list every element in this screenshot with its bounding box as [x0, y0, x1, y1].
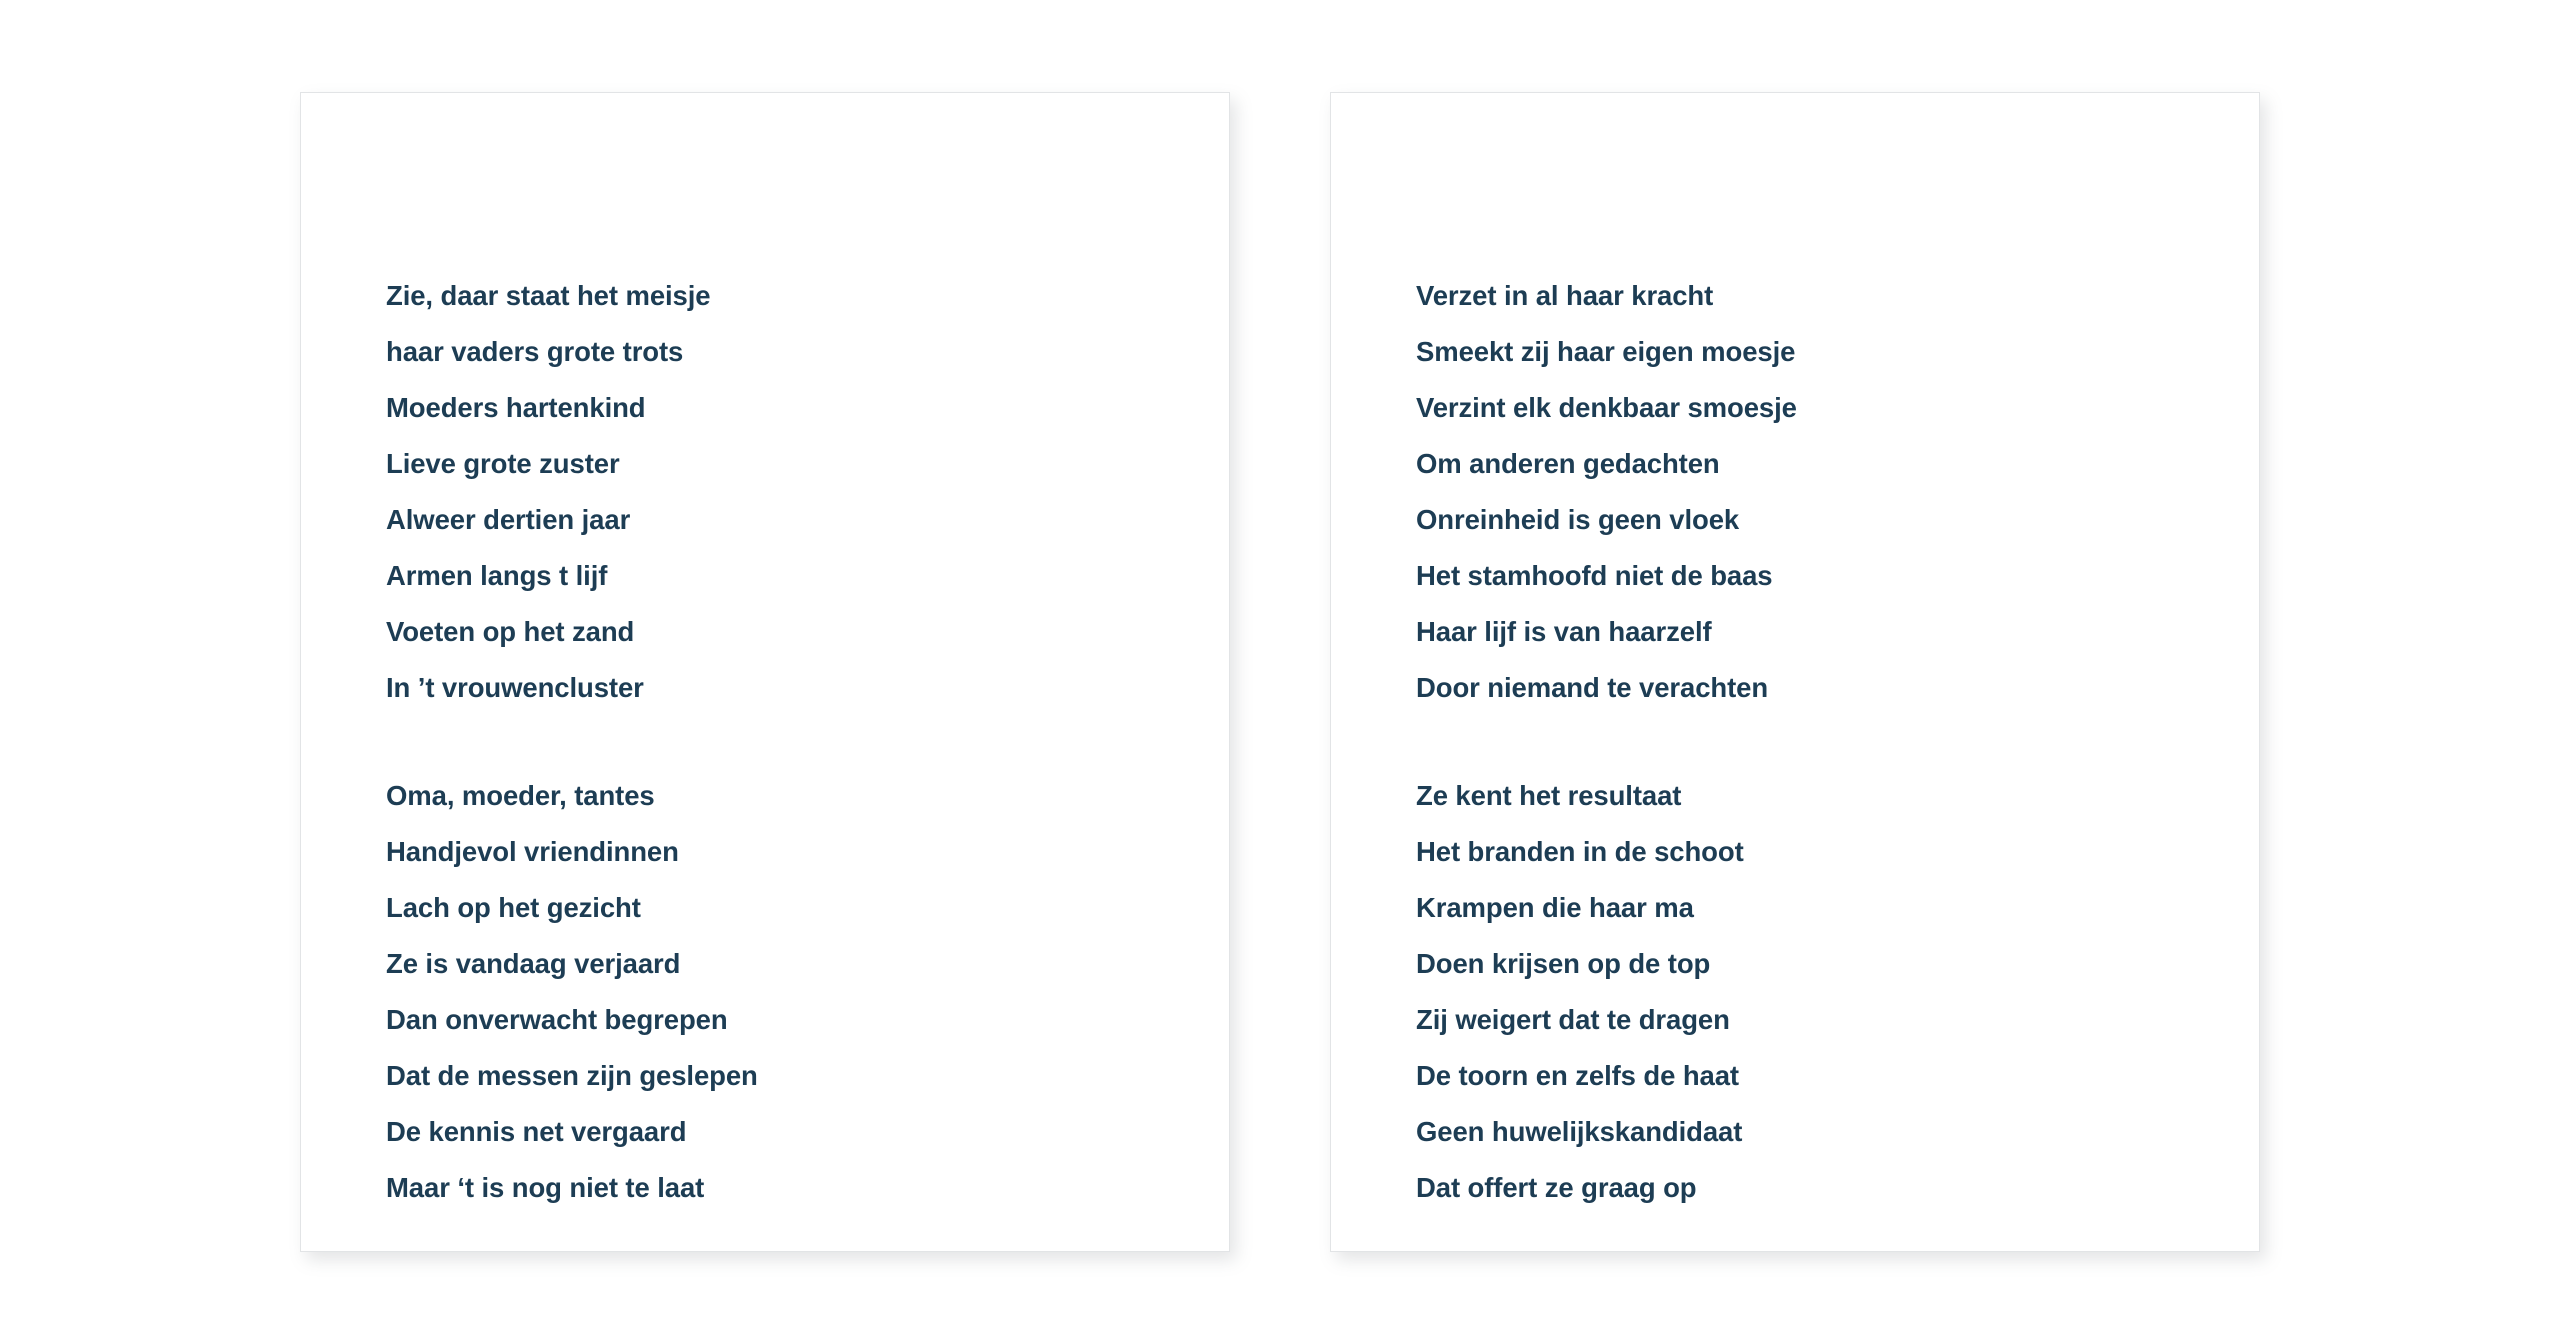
- poem-line: Dan onverwacht begrepen: [386, 1004, 728, 1035]
- stanza: [1416, 768, 2259, 1216]
- poem-line: Armen langs t lijf: [386, 560, 608, 591]
- stanza: [1416, 268, 2259, 716]
- page-content-left: [301, 93, 1229, 1216]
- poem-line: Zij weigert dat te dragen: [1416, 1004, 1730, 1035]
- poem-line: Verzet in al haar kracht: [1416, 280, 1714, 311]
- poem-line: Door niemand te verachten: [1416, 672, 1769, 703]
- poem-line: Lach op het gezicht: [386, 892, 641, 923]
- poem-line: Krampen die haar ma: [1416, 892, 1694, 923]
- poem-line: Doen krijsen op de top: [1416, 948, 1711, 979]
- page-content-right: [1331, 93, 2259, 1216]
- document-page-right: [1330, 92, 2260, 1252]
- poem-line: Geen huwelijkskandidaat: [1416, 1116, 1743, 1147]
- document-page-left: [300, 92, 1230, 1252]
- poem-line: Ze kent het resultaat: [1416, 780, 1682, 811]
- poem-line: Onreinheid is geen vloek: [1416, 504, 1740, 535]
- poem-line: Ze is vandaag verjaard: [386, 948, 681, 979]
- poem-line: Haar lijf is van haarzelf: [1416, 616, 1712, 647]
- poem-line: Dat de messen zijn geslepen: [386, 1060, 758, 1091]
- poem-line: In ’t vrouwencluster: [386, 672, 644, 703]
- poem-line: Om anderen gedachten: [1416, 448, 1720, 479]
- poem-line: Het branden in de schoot: [1416, 836, 1744, 867]
- poem-line: Lieve grote zuster: [386, 448, 620, 479]
- poem-line: Maar ‘t is nog niet te laat: [386, 1172, 705, 1203]
- poem-line: Het stamhoofd niet de baas: [1416, 560, 1773, 591]
- poem-line: Moeders hartenkind: [386, 392, 646, 423]
- stanza: [386, 768, 1229, 1216]
- poem-line: Zie, daar staat het meisje: [386, 280, 711, 311]
- poem-line: Verzint elk denkbaar smoesje: [1416, 392, 1797, 423]
- poem-line: De toorn en zelfs de haat: [1416, 1060, 1739, 1091]
- stanza: [386, 268, 1229, 716]
- poem-line: Alweer dertien jaar: [386, 504, 631, 535]
- poem-line: Handjevol vriendinnen: [386, 836, 679, 867]
- poem-line: De kennis net vergaard: [386, 1116, 687, 1147]
- poem-line: Smeekt zij haar eigen moesje: [1416, 336, 1796, 367]
- poem-line: Voeten op het zand: [386, 616, 635, 647]
- poem-line: Oma, moeder, tantes: [386, 780, 655, 811]
- poem-line: haar vaders grote trots: [386, 336, 684, 367]
- poem-line: Dat offert ze graag op: [1416, 1172, 1697, 1203]
